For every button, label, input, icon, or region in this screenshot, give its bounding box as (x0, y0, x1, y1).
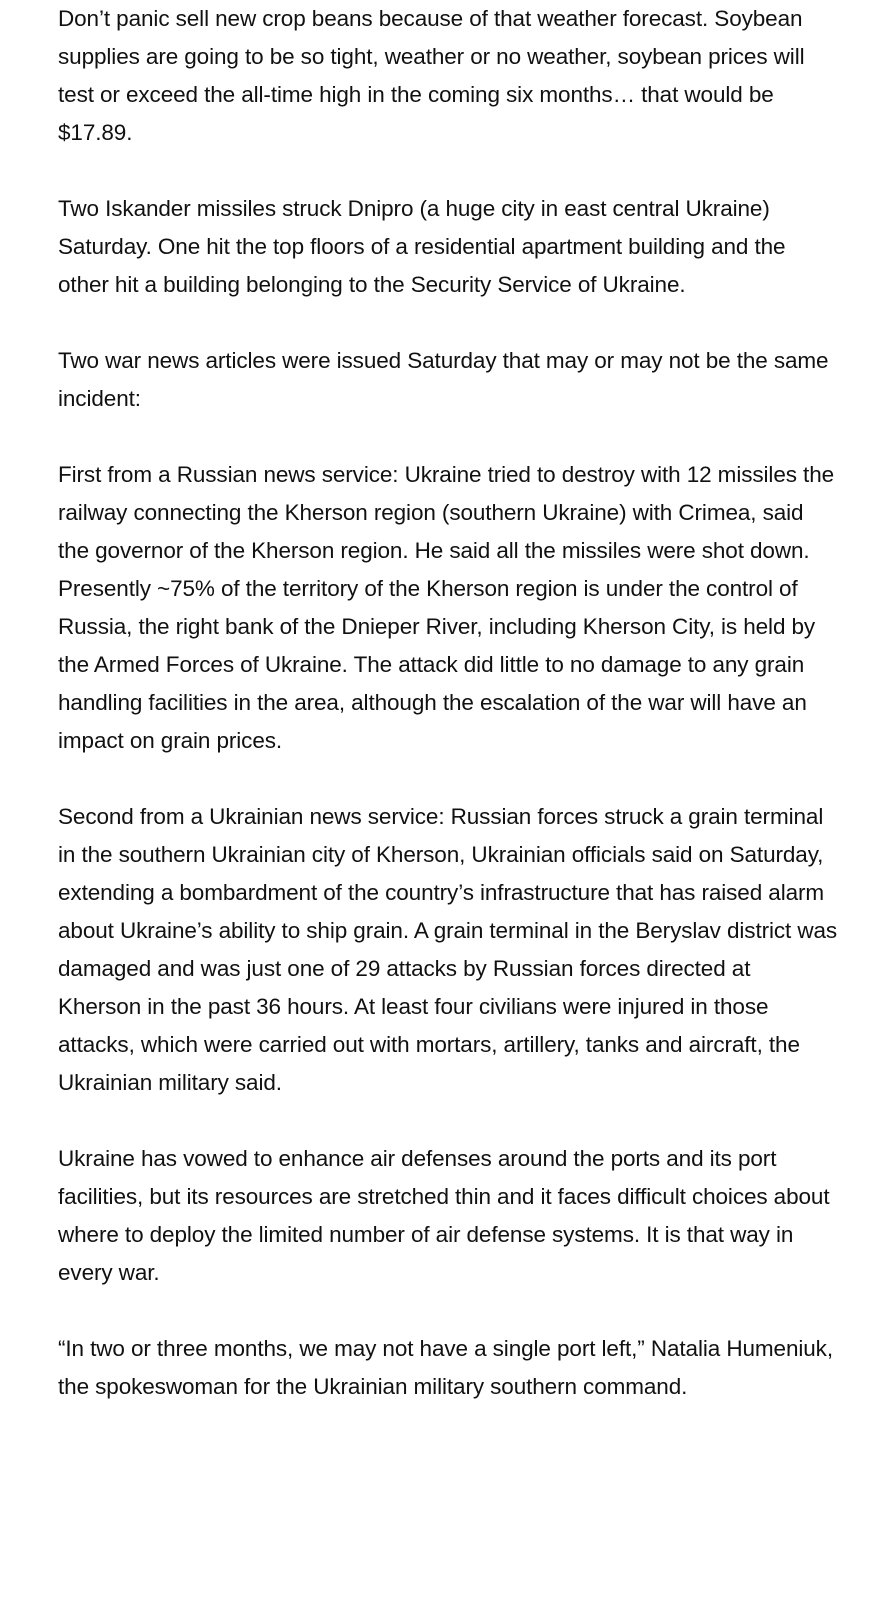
paragraph-soybean-outlook: Don’t panic sell new crop beans because of that weather forecast. Soybean supplies are going to be so tight, weather or no weather, soybean prices will test or exceed the all-time high in the coming six months… that would be $17.89. (58, 6, 805, 145)
paragraph-dnipro-strike: Two Iskander missiles struck Dnipro (a huge city in east central Ukraine) Saturday. One hit the top floors of a residential apartment building and the other hit a building belonging to the Security Service of Ukraine. (58, 196, 786, 297)
paragraph-war-news-intro: Two war news articles were issued Saturday that may or may not be the same incident: (58, 348, 829, 411)
paragraph-quote: “In two or three months, we may not have a single port left,” Natalia Humeniuk, the spokeswoman for the Ukrainian military southern command. (58, 1336, 833, 1399)
paragraph-air-defenses: Ukraine has vowed to enhance air defenses around the ports and its port facilities, but its resources are stretched thin and it faces difficult choices about where to deploy the limited number of air defense systems. It is that way in every war. (58, 1146, 830, 1285)
paragraph-ukrainian-news: Second from a Ukrainian news service: Russian forces struck a grain terminal in the southern Ukrainian city of Kherson, Ukrainian officials said on Saturday, extending a bombardment of the country’s infrastructure that has raised alarm about Ukraine’s ability to ship grain. A grain terminal in the Beryslav district was damaged and was just one of 29 attacks by Russian forces directed at Kherson in the past 36 hours. At least four civilians were injured in those attacks, which were carried out with mortars, artillery, tanks and aircraft, the Ukrainian military said. (58, 804, 838, 1095)
article-body (58, 0, 838, 1406)
paragraph-russian-news: First from a Russian news service: Ukraine tried to destroy with 12 missiles the railway connecting the Kherson region (southern Ukraine) with Crimea, said the governor of the Kherson region. He said all the missiles were shot down. Presently ~75% of the territory of the Kherson region is under the control of Russia, the right bank of the Dnieper River, including Kherson City, is held by the Armed Forces of Ukraine. The attack did little to no damage to any grain handling facilities in the area, although the escalation of the war will have an impact on grain prices. (58, 462, 835, 753)
